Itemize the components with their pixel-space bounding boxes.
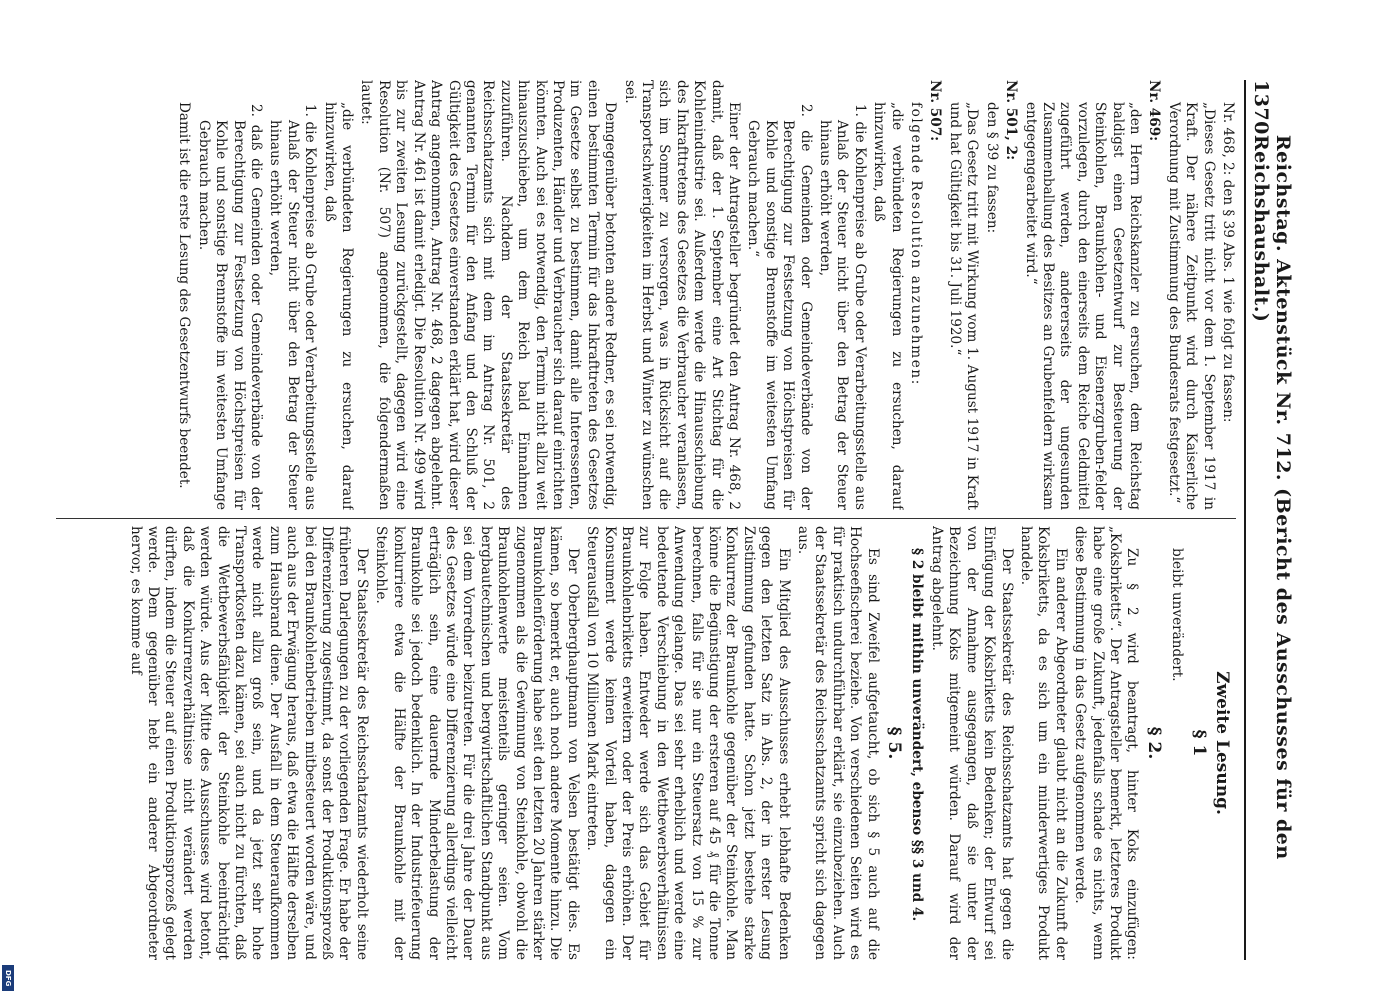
left-column — [56, 80, 1236, 510]
motion-number: Nr. 507: — [927, 80, 944, 142]
list-item: 1. die Kohlenpreise ab Grube oder Verarbeitungsstelle aus Anlaß der Steuer nicht über den Betrag der Steuer hinaus erhöht werden, — [817, 104, 868, 510]
paragraph: Der Staatssekretär des Reichsschatzamts hat gegen die Einfügung der Koksbriketts kein Bedenken; der Entwurf sei von der Annahme ausgegangen, daß sie unter der Bezeichnung Koks mitgemeint würden. Darauf wird der Antrag abgelehnt. — [928, 526, 1015, 960]
list-item: 2. die Gemeinden oder Gemeindeverbände von der Berechtigung zur Festsetzung von Höchstpreisen für Kohle und sonstige Brennstoffe im weitesten Umfang Gebrauch machen.“ — [745, 104, 814, 510]
section-number: § 1 — [1188, 729, 1209, 757]
quote: „die verbündeten Regierungen zu ersuchen, darauf hinzuwirken, daß — [871, 102, 905, 510]
paragraph: bleibt unverändert. — [1169, 548, 1186, 682]
paragraph: Einer der Antragsteller begründet den Antrag Nr. 468, 2 damit, daß der 1. September eine Art Stichtag für die Kohlenindustrie sei. Außerdem werde die Hinausschiebung des Inkrafttretens des Gesetzes die Verbraucher veranlassen, sich im Sommer zu versorgen, was in Rücksicht auf die Transportschwierigkeiten im Herbst und Winter zu wünschen sei. — [621, 80, 743, 510]
paragraph: folgende Resolution anzunehmen: — [908, 102, 925, 386]
page-title: Reichstag. Aktenstück Nr. 712. (Bericht des Ausschusses für den Reichshaushalt.) — [1250, 134, 1294, 860]
paragraph: § 2 bleibt mithin unverändert, ebenso §§ 3 und 4. — [909, 548, 926, 922]
rotated-page-content — [48, 80, 1294, 960]
section-heading: Zweite Lesung. — [1212, 671, 1232, 815]
motion-number: Nr. 469: — [1146, 80, 1163, 142]
paragraph: Der Staatssekretär des Reichsschatzamts wiederholt seine früheren Darlegungen zu der vorliegenden Frage. Er habe der Differenzierung zugestimmt, da sonst der Produktionsprozeß bei den Braunkohlenbetrieben mitbesteuert worden wäre, und auch aus der Erwägung heraus, daß etwa die Hälfte derselben zum Hausbrand diene. Der Ausfall in dem Steueraufkommen werde nicht allzu groß sein, und da jetzt sehr hohe Transportkosten dazu kämen, sei auch nicht zu fürchten, daß die Wettbewerbsfähigkeit der Steinkohle beeinträchtigt werden würde. Aus der Mitte des Ausschusses wird betont, daß die Konkurrenzverhältnisse nicht verändert werden dürften, indem die Steuer auf einen Produktionsprozeß gelegt werde. Dem gegenüber hebt ein anderer Abgeordneter hervor, es komme auf — [127, 526, 370, 960]
page-header — [1244, 80, 1294, 960]
list-item: 1. die Kohlenpreise ab Grube oder Verarbeitungsstelle aus Anlaß der Steuer nicht über den Betrag der Steuer hinaus erhöht werden, — [267, 104, 319, 510]
paragraph: Damit ist die erste Lesung des Gesetzentwurfs beendet. — [176, 102, 193, 489]
page-number: 1370 — [1250, 80, 1272, 135]
paragraph: den § 39 zu fassen: — [983, 102, 1000, 234]
section-number: § 5. — [884, 726, 905, 760]
paragraph: Ein Mitglied des Ausschusses erhebt lebhafte Bedenken gegen den letzten Satz in Abs. 2, der in erster Lesung Zustimmung gefunden hatte. Schon jetzt bestehe starke Konkurrenz der Braunkohle gegenüber der Steinkohle. Man könne die Begünstigung der ersteren auf 45 ₰ für die Tonne berechnen, falls für sie nur ein Steuersatz von 15 % zur Anwendung gelange. Das sei sehr erheblich und werde eine bedeutende Verschiebung in den Wettbewerbsverhältnissen zur Folge haben. Entweder werde sich das Gebiet für Braunkohlenbriketts erweitern oder der Preis erhöhen. Der Konsument werde keinen Vorteil haben, dagegen ein Steuerausfall von 10 Millionen Mark eintreten. — [584, 526, 792, 960]
quote: „die verbündeten Regierungen zu ersuchen, darauf hinzuwirken, daß — [321, 102, 356, 510]
section-number: § 2. — [1143, 726, 1164, 760]
dfg-logo: DFG — [2, 965, 14, 991]
paragraph: Zu § 2 wird beantragt, hinter Koks einzufügen: „Koksbriketts“. Der Antragsteller bemerkt, letzteres Produkt habe eine große Zukunft, jedenfalls schade es nichts, wenn diese Bestimmung in das Gesetz aufgenommen werde. — [1072, 526, 1141, 960]
right-column — [56, 526, 1236, 960]
motion-number: Nr. 501, 2: — [1003, 80, 1020, 161]
quote: „den Herrn Reichskanzler zu ersuchen, dem Reichstag baldigst einen Gesetzentwurf zur Besteuerung der Steinkohlen, Braunkohlen- und Eisenerzgruben-felder vorzulegen, durch den einerseits dem Reiche Geldmittel zugeführt werden, andererseits der ungesunden Zusammenballung des Besitzes an Grubenfeldern wirksam entgegengearbeitet wird.“ — [1022, 102, 1143, 510]
paragraph: Demgegenüber betonten andere Redner, es sei notwendig, einen bestimmten Termin für das Inkrafttreten des Gesetzes im Gesetze selbst zu bestimmen, damit alle Interessenten, Produzenten, Händler und Verbraucher sich darauf einrichten könnten. Auch sei es notwendig, den Termin nicht allzu weit hinauszuschieben, um dem Reich bald Einnahmen zuzuführen. Nachdem der Staatssekretär des Reichsschatzamts sich mit dem im Antrag Nr. 501, 2 genannten Termin für den Anfang und den Schluß der Gültigkeit des Gesetzes einverstanden erklärt hat, wird dieser Antrag angenommen, Antrag Nr. 468, 2 dagegen abgelehnt. Antrag Nr. 461 ist damit erledigt. Die Resolution Nr. 499 wird bis zur zweiten Lesung zurückgestellt, dagegen wird eine Resolution (Nr. 507) angenommen, die folgendermaßen lautet: — [358, 80, 619, 510]
quote: „Das Gesetz tritt mit Wirkung vom 1. August 1917 in Kraft und hat Gültigkeit bis 31. Juli 1920.“ — [946, 102, 981, 510]
quote: „Dieses Gesetz tritt nicht vor dem 1. September 1917 in Kraft. Der nähere Zeitpunkt wird durch Kaiserliche Verordnung mit Zustimmung des Bundesrats festgesetzt.“ — [1165, 102, 1217, 510]
list-item: 2. daß die Gemeinden oder Gemeindeverbände von der Berechtigung zur Festsetzung von Höchstpreisen für Kohle und sonstige Brennstoffe im weitesten Umfange Gebrauch machen. — [195, 104, 265, 510]
paragraph: Nr. 468, 2: den § 39 Abs. 1 wie folgt zu fassen: — [1220, 102, 1236, 423]
paragraph: Ein anderer Abgeordneter glaubt nicht an die Zukunft der Koksbriketts, da es sich um ein minderwertiges Produkt handele. — [1017, 526, 1069, 960]
paragraph: Es sind Zweifel aufgetaucht, ob sich § 5 auch auf die Hochseefischerei beziehe. Von verschiedenen Seiten wird es für praktisch undurchführbar erklärt, sie einzubeziehen. Auch der Staatssekretär des Reichsschatzamts spricht sich dagegen aus. — [795, 526, 881, 960]
column-divider — [56, 518, 1236, 519]
paragraph: Der Oberberghauptmann von Velsen bestätigt dies. Es kämen, so bemerkt er, auch noch andere Momente hinzu. Die Braunkohlenförderung habe seit den letzten 20 Jahren stärker zugenommen als die Gewinnung von Steinkohle, obwohl die Braunkohlenwerte meistenteils geringer seien. Vom bergbautechnischen und bergwirtschaftlichen Standpunkt aus sei dem Vorredner beizutreten. Für die drei Jahre der Dauer des Gesetzes würde eine Differenzierung allerdings vielleicht erträglich sein, eine dauernde Minderbelastung der Braunkohle sei jedoch bedenklich. In der Industriefeuerung konkurriere etwa die Hälfte der Braunkohle mit der Steinkohle. — [373, 526, 581, 960]
